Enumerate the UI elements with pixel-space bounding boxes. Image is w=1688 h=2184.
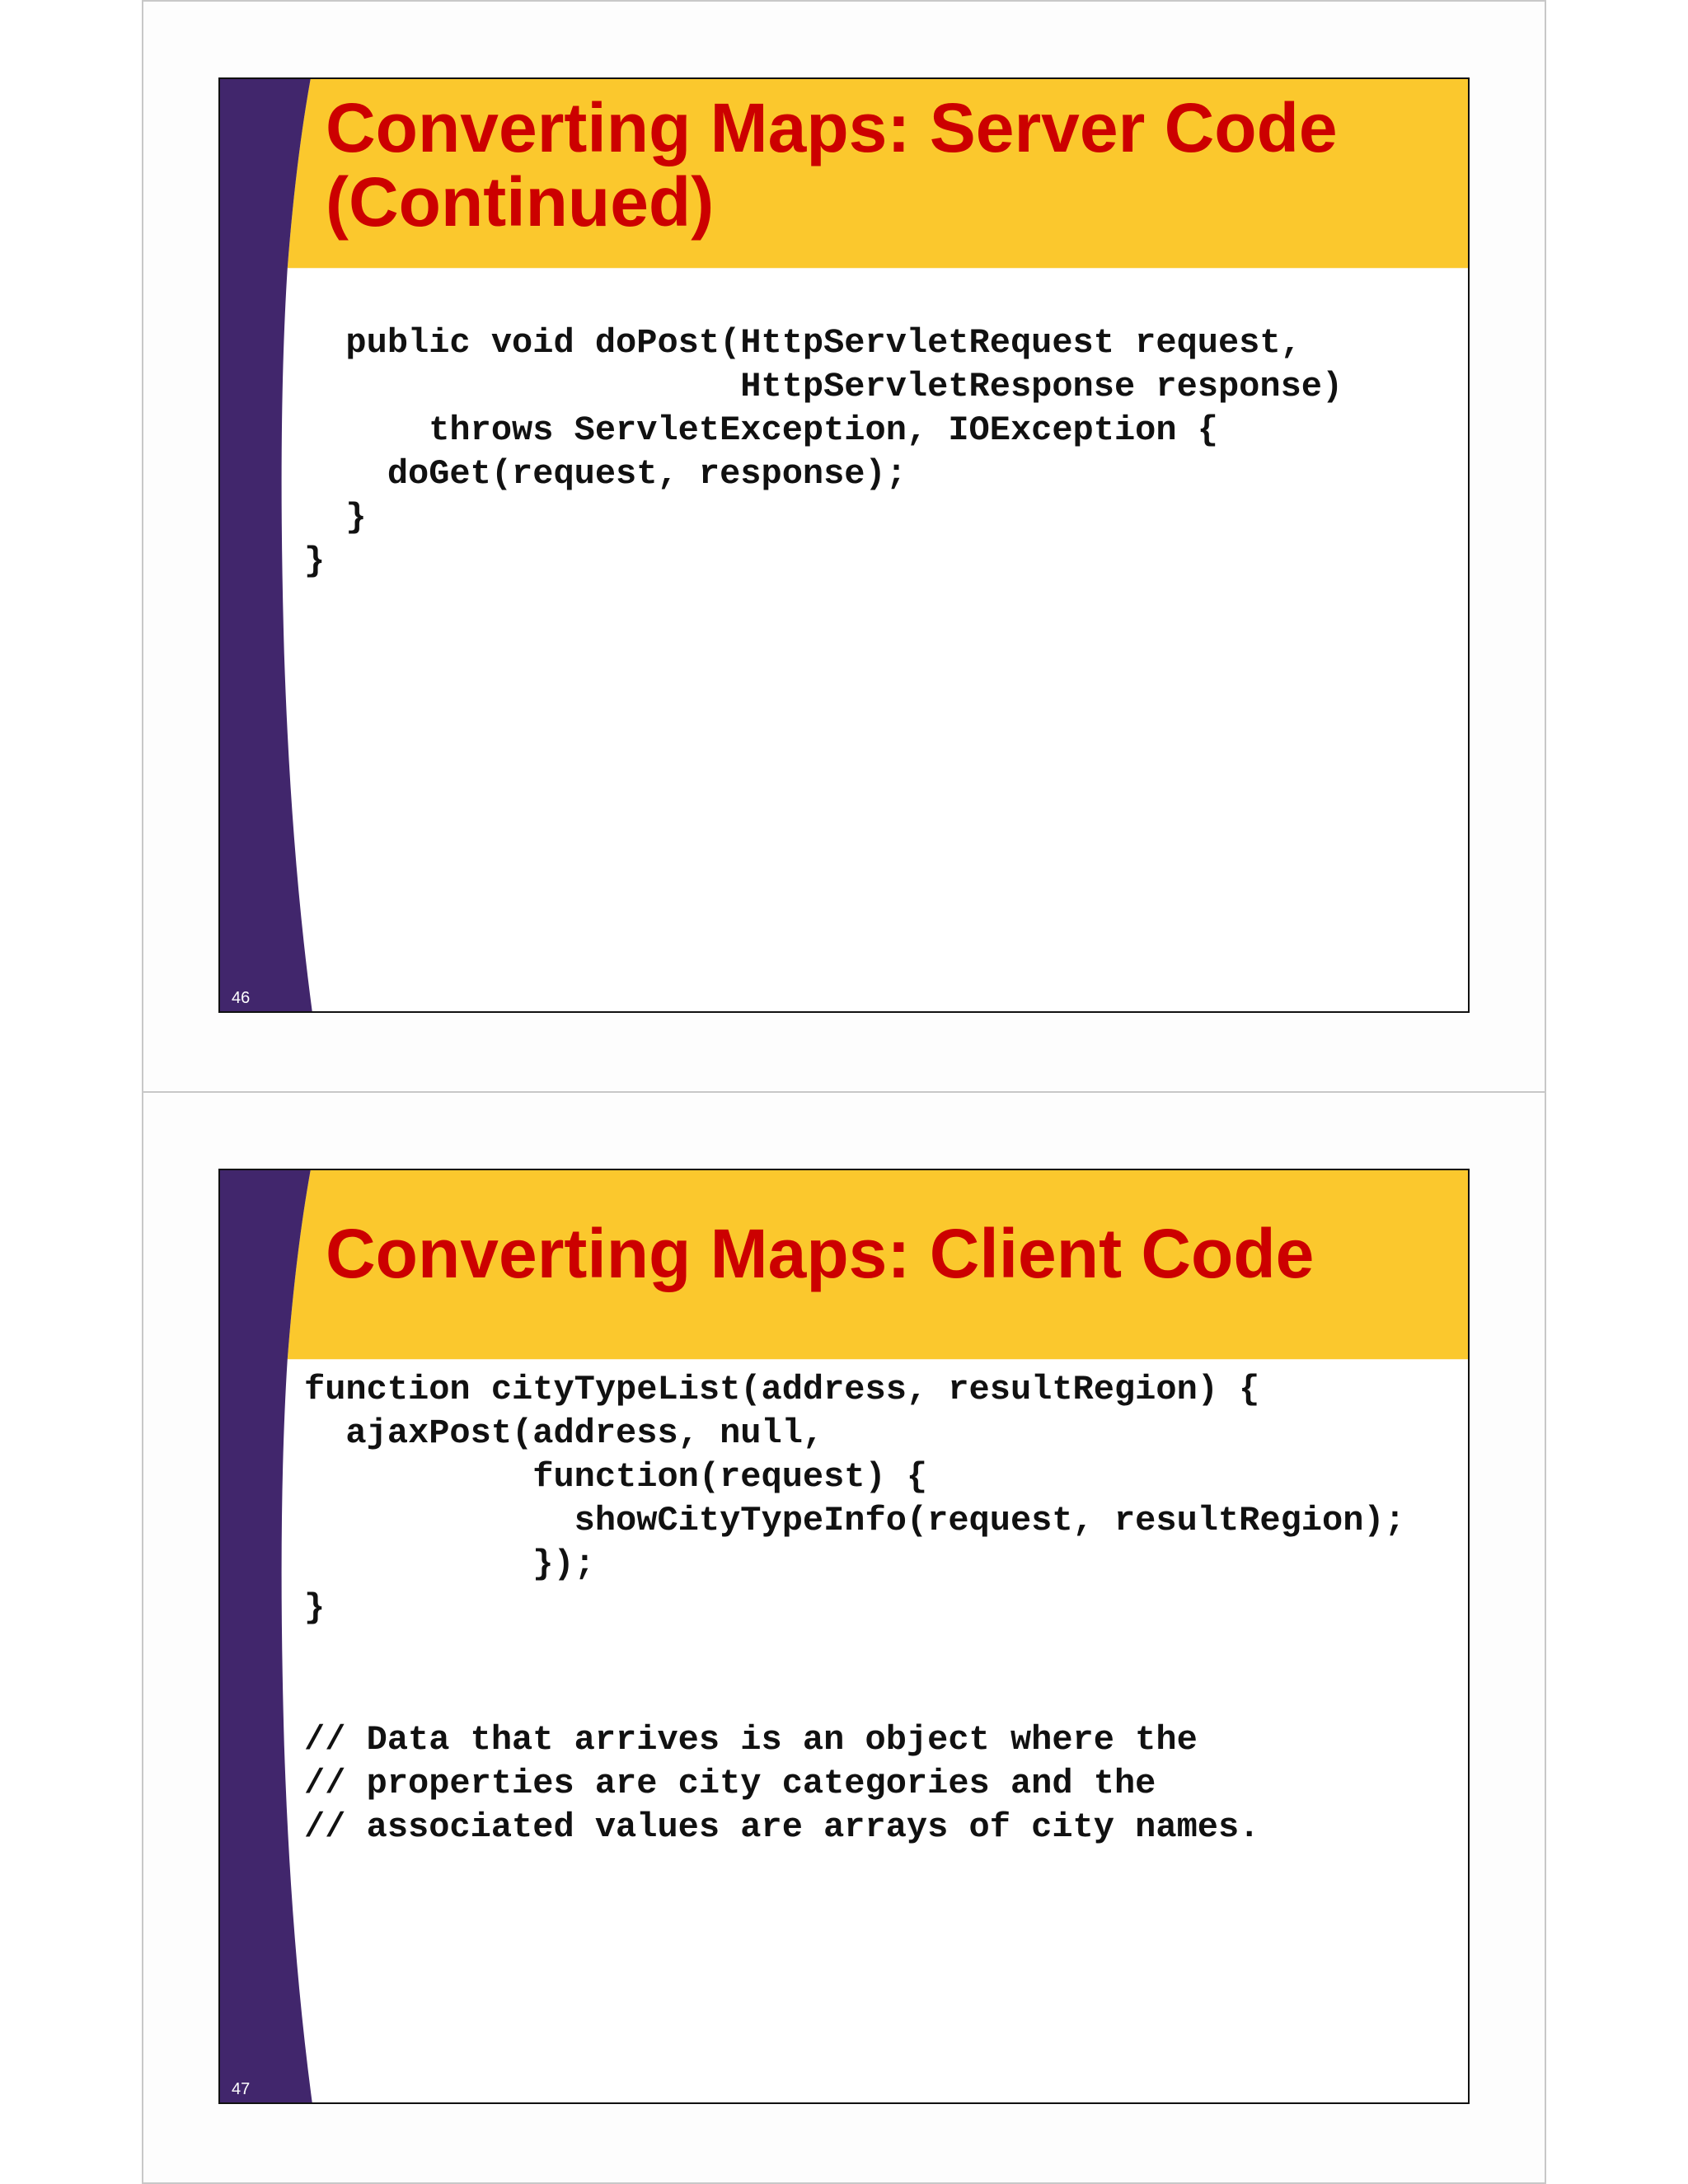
code-block: public void doPost(HttpServletRequest request, HttpServletResponse response) throws ServletException, IOException { doGet(request, response); } } bbox=[304, 323, 1343, 581]
slide-background bbox=[220, 1170, 1468, 2102]
slide-number: 47 bbox=[232, 2080, 251, 2098]
slide-title: Converting Maps: Server Code (Continued) bbox=[326, 89, 1338, 241]
slide-47 bbox=[218, 1169, 1470, 2104]
slide-46 bbox=[218, 77, 1470, 1013]
slide-title: Converting Maps: Client Code bbox=[326, 1215, 1315, 1292]
code-comment: // Data that arrives is an object where the // properties are city categories and the // associated values are arrays of city names. bbox=[304, 1720, 1260, 1847]
slide-number: 46 bbox=[232, 989, 251, 1007]
code-block: function cityTypeList(address, resultRegion) { ajaxPost(address, null, function(request) { showCityTypeInfo(request, resultRegion); }); } bbox=[304, 1370, 1405, 1628]
